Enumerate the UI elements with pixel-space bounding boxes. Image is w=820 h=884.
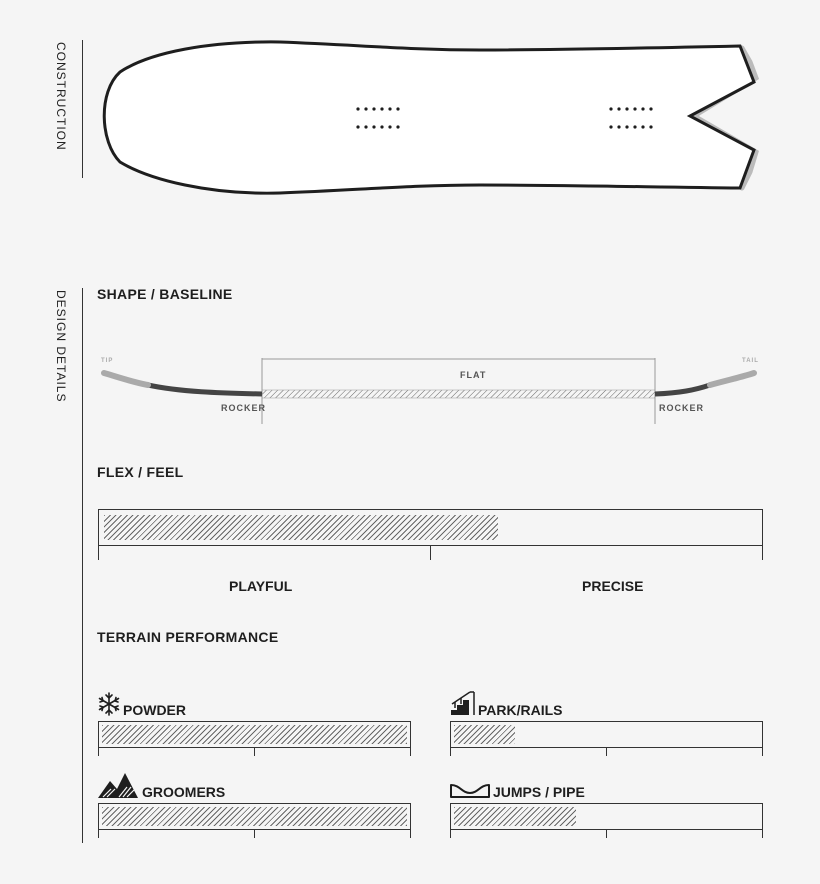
flex-meter [98,509,763,546]
park-rails-tick-left [450,747,451,756]
shape-baseline-heading: SHAPE / BASELINE [97,286,233,302]
rocker-left-label: ROCKER [221,403,267,413]
snowflake-icon [97,692,121,716]
terrain-label-jumps-pipe: JUMPS / PIPE [493,784,585,800]
construction-section-label: CONSTRUCTION [54,42,68,151]
jumps-pipe-meter-fill [454,807,576,826]
flex-feel-heading: FLEX / FEEL [97,464,184,480]
groomers-tick-left [98,829,99,838]
terrain-performance-heading: TERRAIN PERFORMANCE [97,629,279,645]
halfpipe-icon [450,782,490,802]
terrain-label-groomers: GROOMERS [142,784,226,800]
groomers-meter [98,803,411,830]
park-rails-tick-right [762,747,763,756]
jumps-pipe-tick-left [450,829,451,838]
tail-label: TAIL [742,358,759,364]
park-rails-tick-mid [606,747,607,756]
powder-meter [98,721,411,748]
powder-meter-fill [102,725,407,744]
flex-tick-left [98,545,99,560]
powder-tick-mid [254,747,255,756]
flex-playful-label: PLAYFUL [229,578,293,594]
jumps-pipe-tick-right [762,829,763,838]
tip-label: TIP [101,358,114,364]
flex-meter-fill [104,515,498,540]
park-rails-meter [450,721,763,748]
flex-tick-mid [430,545,431,560]
flex-precise-label: PRECISE [582,578,644,594]
powder-tick-left [98,747,99,756]
groomers-tick-mid [254,829,255,838]
rail-stairs-icon [450,690,476,716]
park-rails-meter-fill [454,725,515,744]
jumps-pipe-tick-mid [606,829,607,838]
jumps-pipe-meter [450,803,763,830]
groomers-tick-right [410,829,411,838]
rocker-right-label: ROCKER [659,403,705,413]
terrain-label-powder: POWDER [123,702,186,718]
terrain-label-park-rails: PARK/RAILS [478,702,563,718]
mountains-icon [97,771,139,799]
flat-label: FLAT [460,370,487,380]
design-details-section-label: DESIGN DETAILS [54,290,68,403]
powder-tick-right [410,747,411,756]
groomers-meter-fill [102,807,407,826]
flex-tick-right [762,545,763,560]
